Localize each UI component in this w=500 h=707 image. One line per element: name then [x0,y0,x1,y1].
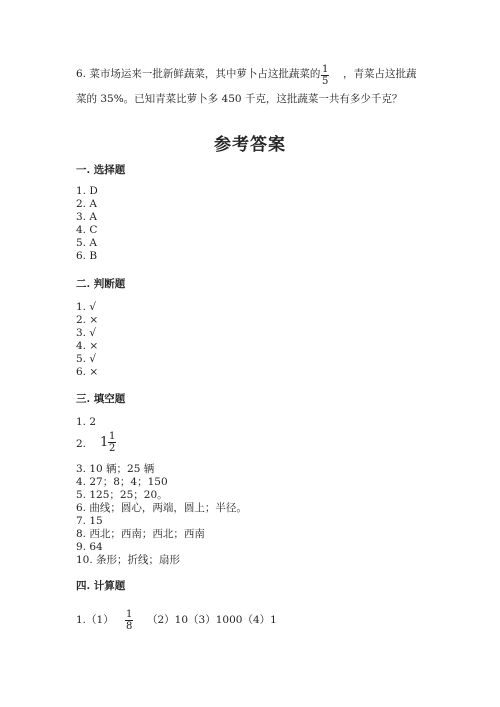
answers-title: 参考答案 [214,135,286,155]
section-judgement-heading: 二. 判断题 [76,278,126,290]
judgement-answer-6: 6. × [76,366,99,378]
fill-answer-2-label: 2. [76,438,87,450]
fraction-numerator: 1 [109,431,116,442]
mixed-number-whole: 1 [100,435,109,450]
fill-answer-7: 7. 15 [76,515,103,527]
judgement-answer-2: 2. × [76,314,99,326]
fill-answer-6: 6. 曲线；圆心，两端，圆上；半径。 [76,502,247,514]
calc-answer-1-prefix: 1.（1） [76,614,114,626]
choice-answer-6: 6. B [76,250,98,262]
fill-answer-4: 4. 27；8；4；150 [76,476,168,488]
section-calc-heading: 四. 计算题 [76,580,126,592]
choice-answer-2: 2. A [76,198,97,210]
judgement-answer-3: 3. √ [76,327,97,339]
fraction-denominator: 8 [126,621,133,632]
fraction-one-fifth [321,64,329,87]
fill-answer-3: 3. 10 辆；25 辆 [76,463,155,475]
mixed-number-fraction [108,431,116,454]
fraction-one-eighth [125,609,133,632]
fraction-numerator: 1 [126,609,133,620]
problem-6-line2: 菜的 35%。已知青菜比萝卜多 450 千克，这批蔬菜一共有多少千克？ [76,93,403,105]
fill-answer-8: 8. 西北；西南；西北；西南 [76,528,205,540]
fill-answer-9: 9. 64 [76,541,103,553]
choice-answer-5: 5. A [76,237,97,249]
fraction-denominator: 2 [109,443,116,454]
fill-answer-10: 10. 条形；折线；扇形 [76,554,181,566]
section-fill-heading: 三. 填空题 [76,393,126,405]
judgement-answer-1: 1. √ [76,301,97,313]
fill-answer-1: 1. 2 [76,416,97,428]
choice-answer-1: 1. D [76,185,98,197]
judgement-answer-4: 4. × [76,340,99,352]
choice-answer-4: 4. C [76,224,98,236]
fill-answer-5: 5. 125；25；20。 [76,489,168,501]
problem-6-line1-start: 6. 菜市场运来一批新鲜蔬菜，其中萝卜占这批蔬菜的 [76,68,321,80]
problem-6-line1-end: ，青菜占这批蔬 [343,68,417,80]
calc-answer-1-suffix: （2）10（3）1000（4）1 [147,614,277,626]
fraction-denominator: 5 [322,76,329,87]
choice-answer-3: 3. A [76,211,97,223]
section-choice-heading: 一. 选择题 [76,164,126,176]
judgement-answer-5: 5. √ [76,353,97,365]
fraction-numerator: 1 [322,64,329,75]
